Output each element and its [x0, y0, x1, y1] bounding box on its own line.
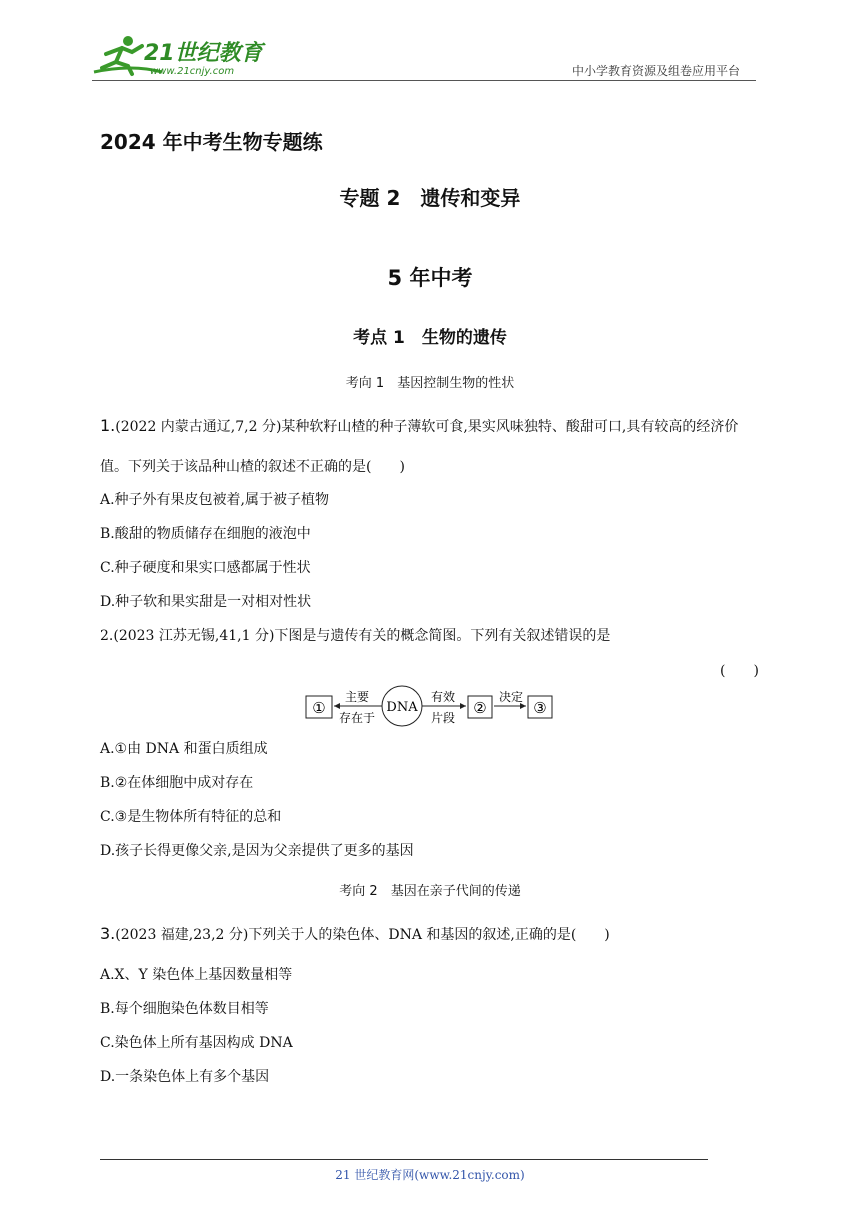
- question-text: (2023 江苏无锡,41,1 分)下图是与遗传有关的概念简图。下列有关叙述错误的是: [113, 628, 611, 644]
- option-d: D.种子软和果实甜是一对相对性状: [100, 594, 312, 610]
- option-c: C.③是生物体所有特征的总和: [100, 809, 282, 825]
- option-a: A.种子外有果皮包被着,属于被子植物: [100, 492, 330, 508]
- header-divider: [92, 80, 756, 81]
- arrow-2-bottom-label: 片段: [430, 711, 456, 725]
- direction-heading-2: 考向 2 基因在亲子代间的传递: [339, 884, 521, 899]
- site-logo: [92, 32, 292, 78]
- option-a: A.①由 DNA 和蛋白质组成: [100, 741, 268, 757]
- arrow-1-head: [334, 703, 340, 709]
- option-a: A.X、Y 染色体上基因数量相等: [100, 967, 293, 983]
- diagram-box-3-label: ③: [533, 699, 547, 717]
- diagram-box-2-label: ②: [473, 699, 487, 717]
- question-1: [100, 416, 738, 436]
- section-heading: 5 年中考: [387, 266, 473, 290]
- option-b: B.每个细胞染色体数目相等: [100, 1001, 269, 1017]
- footer-link[interactable]: 21 世纪教育网(www.21cnjy.com): [335, 1168, 525, 1182]
- svg-text:21世纪教育: 21世纪教育: [144, 41, 263, 66]
- question-text: (2023 福建,23,2 分)下列关于人的染色体、DNA 和基因的叙述,正确的是( ): [115, 927, 610, 943]
- question-1-line-2: 值。下列关于该品种山楂的叙述不正确的是( ): [100, 459, 405, 475]
- arrow-2-top-label: 有效: [430, 690, 456, 704]
- header-tagline: 中小学教育资源及组卷应用平台: [572, 64, 741, 78]
- concept-diagram: [304, 684, 556, 728]
- question-number: 1.: [100, 416, 116, 435]
- question-2: [100, 625, 610, 645]
- answer-parentheses: ( ): [720, 663, 759, 679]
- arrow-2-head: [460, 703, 466, 709]
- page-title: 2024 年中考生物专题练: [100, 130, 323, 154]
- point-heading: 考点 1 生物的遗传: [353, 328, 507, 348]
- svg-text:www.21cnjy.com: www.21cnjy.com: [150, 66, 235, 77]
- runner-logo-icon: [92, 32, 292, 78]
- question-number: 2.: [100, 628, 114, 644]
- diagram-dna-label: DNA: [386, 700, 418, 715]
- question-number: 3.: [100, 924, 116, 943]
- arrow-3-label: 决定: [498, 690, 524, 704]
- direction-heading-1: 考向 1 基因控制生物的性状: [345, 376, 515, 391]
- diagram-box-1-label: ①: [312, 699, 326, 717]
- option-b: B.酸甜的物质储存在细胞的液泡中: [100, 526, 311, 542]
- option-b: B.②在体细胞中成对存在: [100, 775, 254, 791]
- option-d: D.一条染色体上有多个基因: [100, 1069, 270, 1085]
- option-c: C.染色体上所有基因构成 DNA: [100, 1035, 293, 1051]
- footer-divider: [100, 1159, 708, 1160]
- arrow-1-bottom-label: 存在于: [338, 711, 376, 725]
- arrow-1-top-label: 主要: [344, 690, 370, 704]
- question-text: (2022 内蒙古通辽,7,2 分)某种软籽山楂的种子薄软可食,果实风味独特、酸甜可口,具有较高的经济价: [115, 419, 739, 435]
- option-c: C.种子硬度和果实口感都属于性状: [100, 560, 311, 576]
- option-d: D.孩子长得更像父亲,是因为父亲提供了更多的基因: [100, 843, 414, 859]
- question-3: [100, 924, 610, 944]
- topic-heading: 专题 2 遗传和变异: [339, 186, 521, 210]
